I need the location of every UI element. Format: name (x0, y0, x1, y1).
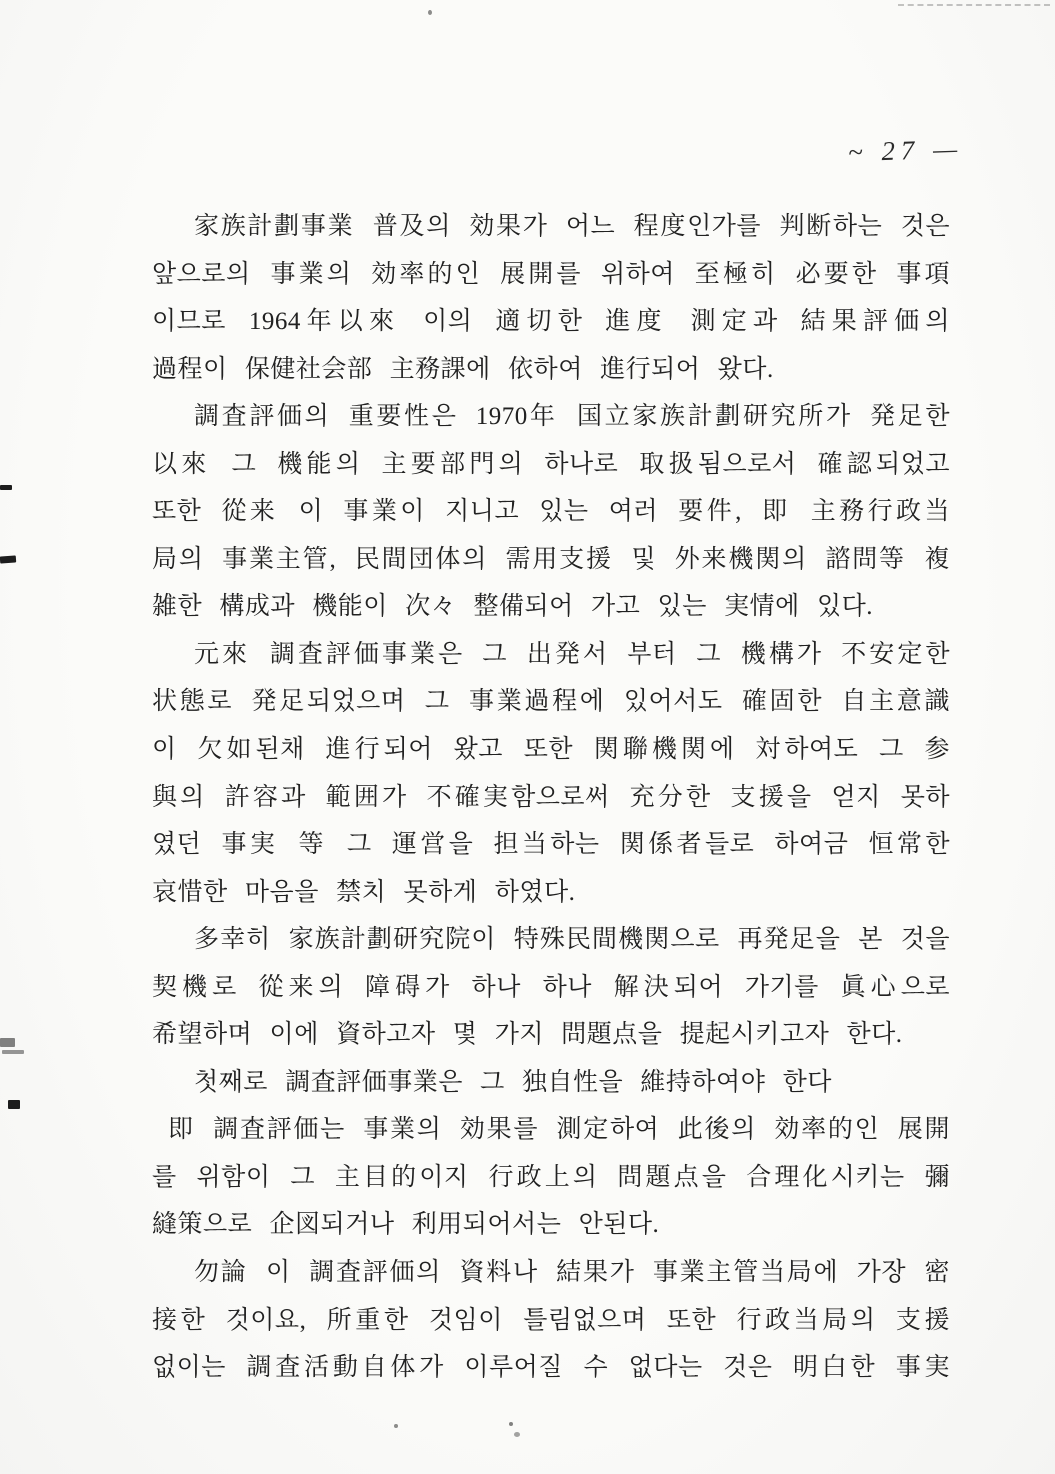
document-line: 接한 것이요, 所重한 것임이 틀림없으며 또한 行政当局의 支援 (152, 1306, 950, 1334)
document-line: 이 欠如된채 進行되어 왔고 또한 関聯機関에 対하여도 그 参 (152, 736, 950, 764)
document-body (152, 203, 950, 1392)
scan-speckle (514, 1432, 520, 1437)
document-line: 를 위함이 그 主目的이지 行政上의 問題点을 合理化시키는 彌 (152, 1163, 950, 1191)
document-line: 家族計劃事業 普及의 効果가 어느 程度인가를 判断하는 것은 (194, 213, 950, 240)
scan-speckle (0, 485, 12, 490)
document-line: 元來 調査評価事業은 그 出発서 부터 그 機構가 不安定한 (194, 640, 950, 668)
document-line: 哀惜한 마음을 禁치 못하게 하였다. (152, 878, 576, 906)
document-line: 希望하며 이에 資하고자 몇 가지 問題点을 提起시키고자 한다. (152, 1021, 903, 1049)
document-line: 多幸히 家族計劃研究院이 特殊民間機関으로 再発足을 본 것을 (194, 926, 950, 954)
document-line: 없이는 調査活動自体가 이루어질 수 없다는 것은 明白한 事実 (152, 1354, 950, 1382)
document-line: 調査評価의 重要性은 1970年 国立家族計劃研究所가 発足한 (194, 403, 950, 431)
document-line: 였던 事実 等 그 運営을 担当하는 関係者들로 하여금 恒常한 (152, 831, 950, 859)
document-line: 與의 許容과 範囲가 不確実함으로써 充分한 支援을 얻지 못하 (152, 783, 950, 811)
document-line: 以來 그 機能의 主要部門의 하나로 取扱됨으로서 確認되었고 (152, 450, 950, 478)
document-line: 局의 事業主管, 民間団体의 需用支援 및 外来機関의 諮問等 複 (152, 545, 950, 573)
scan-speckle (0, 1038, 15, 1047)
scan-speckle (0, 555, 16, 563)
scan-speckle (8, 1100, 20, 1109)
scan-speckle (394, 1424, 398, 1428)
document-line: 앞으로의 事業의 効率的인 展開를 위하여 至極히 必要한 事項 (152, 260, 950, 288)
page-number: ~ 27 — (847, 133, 964, 168)
document-line: 過程이 保健社会部 主務課에 依하여 進行되어 왔다. (152, 355, 774, 383)
document-line: 契機로 從来의 障碍가 하나 하나 解決되어 가기를 眞心으로 (152, 973, 950, 1001)
scan-speckle (2, 1050, 24, 1054)
document-line: 雑한 構成과 機能이 次々 整備되어 가고 있는 実情에 있다. (152, 593, 874, 621)
scan-speckle (428, 10, 432, 15)
document-line: 即 調査評価는 事業의 効果를 測定하여 此後의 効率的인 展開 (168, 1116, 950, 1144)
document-line: 이므로 1964年以來 이의 適切한 進度 測定과 結果評価의 (152, 308, 950, 336)
document-line: 縫策으로 企図되거나 利用되어서는 안된다. (152, 1211, 660, 1239)
document-line: 勿論 이 調査評価의 資料나 結果가 事業主管当局에 가장 密 (194, 1259, 950, 1287)
scan-artifact-dotted-line (898, 4, 1050, 6)
scan-speckle (509, 1422, 513, 1426)
document-line: 첫째로 調査評価事業은 그 独自性을 維持하여야 한다 (194, 1068, 832, 1096)
document-line: 또한 從来 이 事業이 지니고 있는 여러 要件, 即 主務行政当 (152, 498, 950, 526)
document-line: 状態로 発足되었으며 그 事業過程에 있어서도 確固한 自主意識 (152, 688, 950, 716)
